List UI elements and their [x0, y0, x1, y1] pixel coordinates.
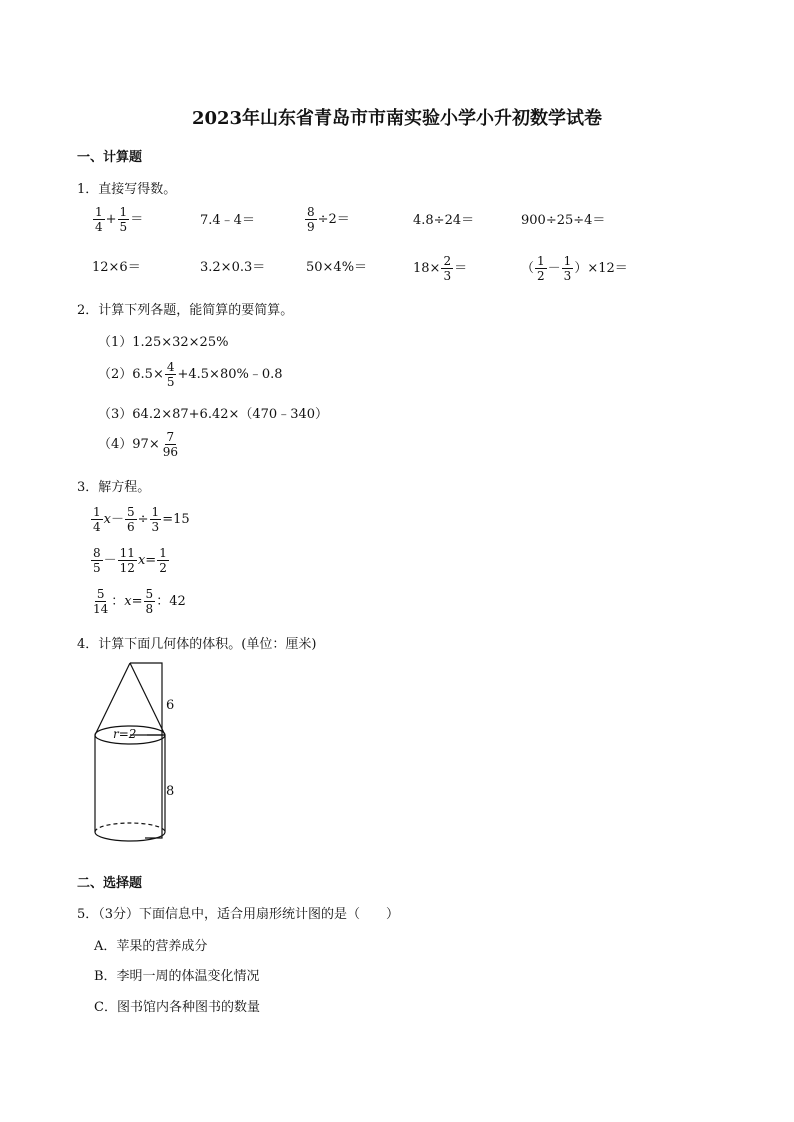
q2-part-4: （4）97× $\frac{7}{96}$ [98, 430, 178, 459]
section-heading-calculation: 一、计算题 [77, 150, 143, 165]
fraction: $\frac{8}{5}$ [93, 546, 101, 575]
q3-equation-3: $\frac{5}{14}$ ：x= $\frac{5}{8}$ ：42 [93, 587, 186, 616]
q5-option-b: B．李明一周的体温变化情况 [94, 969, 260, 984]
fraction: $\frac{1}{2}$ [159, 546, 167, 575]
question-2-label: 2．计算下列各题，能简算的要简算。 [77, 303, 294, 318]
cylinder-height-label: 8 [166, 784, 175, 799]
dimension-bracket [130, 663, 162, 838]
cylinder-bottom-back [95, 823, 165, 832]
q2-part-1: （1）1.25×32×25% [98, 335, 229, 350]
fraction: $\frac{4}{5}$ [166, 360, 175, 389]
fraction: $\frac{2}{3}$ [443, 254, 452, 283]
q5-option-a: A．苹果的营养成分 [94, 939, 208, 954]
q1-item-5: 900÷25÷4＝ [521, 213, 606, 228]
q1-item-8: 50×4%＝ [306, 260, 368, 275]
q3-equation-2: $\frac{8}{5}$ － $\frac{11}{12}$ x= $\frac{1}{2}$ [93, 546, 167, 575]
q1-item-3: $\frac{8}{9}$ ÷2＝ [307, 205, 350, 234]
q1-item-1: $\frac{1}{4}$ + $\frac{1}{5}$ ＝ [95, 205, 144, 234]
cone-height-label: 6 [166, 698, 175, 713]
q1-item-2: 7.4﹣4＝ [200, 213, 255, 228]
fraction: $\frac{1}{3}$ [151, 505, 160, 534]
q1-item-10: （ $\frac{1}{2}$ － $\frac{1}{3}$ ）×12＝ [521, 254, 628, 283]
cone-left-edge [95, 663, 130, 735]
fraction: $\frac{1}{2}$ [537, 254, 545, 283]
fraction: $\frac{5}{14}$ [93, 587, 109, 616]
question-5-label: 5．（3分）下面信息中，适合用扇形统计图的是（ ） [77, 907, 400, 922]
section-heading-choice: 二、选择题 [77, 876, 143, 891]
q1-item-7: 3.2×0.3＝ [200, 260, 266, 275]
page-title: 2023年山东省青岛市市南实验小学小升初数学试卷 [191, 108, 603, 129]
fraction: $\frac{5}{6}$ [127, 505, 135, 534]
fraction: $\frac{5}{8}$ [145, 587, 154, 616]
q2-part-2: （2）6.5× $\frac{4}{5}$ +4.5×80%﹣0.8 [98, 360, 283, 389]
question-3-label: 3．解方程。 [77, 480, 151, 495]
fraction: $\frac{1}{4}$ [95, 205, 103, 234]
q1-item-9: 18× $\frac{2}{3}$ ＝ [413, 254, 468, 283]
cylinder-bottom-front [95, 832, 165, 841]
fraction: $\frac{7}{96}$ [162, 430, 178, 459]
cone-right-edge [130, 663, 165, 735]
fraction: $\frac{11}{12}$ [119, 546, 135, 575]
q1-item-6: 12×6＝ [92, 260, 141, 275]
q3-equation-1: $\frac{1}{4}$ x－ $\frac{5}{6}$ ÷ $\frac{1}{3}$ =15 [93, 505, 190, 534]
fraction: $\frac{1}{3}$ [563, 254, 572, 283]
q2-part-3: （3）64.2×87+6.42×（470﹣340） [98, 407, 329, 422]
fraction: $\frac{1}{4}$ [93, 505, 101, 534]
q1-item-4: 4.8÷24＝ [413, 213, 475, 228]
radius-label: r=2 [113, 727, 137, 741]
fraction: $\frac{8}{9}$ [307, 205, 315, 234]
fraction: $\frac{1}{5}$ [119, 205, 128, 234]
question-1-label: 1．直接写得数。 [77, 182, 177, 197]
question-4-label: 4．计算下面几何体的体积。(单位：厘米) [77, 637, 317, 652]
cone-cylinder-figure [85, 660, 195, 850]
q5-option-c: C．图书馆内各种图书的数量 [94, 1000, 260, 1015]
